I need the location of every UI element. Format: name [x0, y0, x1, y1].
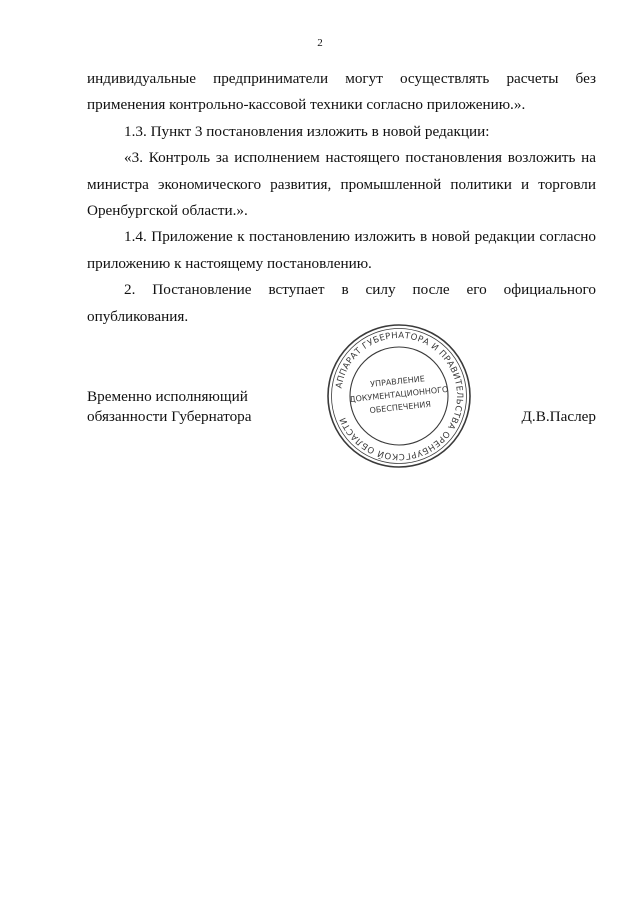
seal-graphic: [325, 322, 473, 470]
seal-ring-text: АППАРАТ ГУБЕРНАТОРА И ПРАВИТЕЛЬСТВА ОРЕНБУРГСКОЙ ОБЛАСТИ: [334, 330, 465, 462]
paragraph-2: 2. Постановление вступает в силу после его официального опубликования.: [87, 281, 596, 325]
seal-center-line-1: УПРАВЛЕНИЕ: [369, 374, 426, 389]
paragraph-continuation: индивидуальные предприниматели могут осуществлять расчеты без применения контрольно-кассовой техники согласно приложению.».: [87, 70, 596, 114]
signatory-position-line-2: обязанности Губернатора: [87, 408, 252, 425]
seal-center-line-3: ОБЕСПЕЧЕНИЯ: [369, 399, 432, 416]
document-body: [87, 66, 596, 330]
official-seal-stamp: [325, 322, 473, 470]
paragraph-quote-3: «3. Контроль за исполнением настоящего постановления возложить на министра экономического развития, промышленной политики и торговли Оренбургской области.».: [87, 149, 596, 220]
seal-center-line-2: ДОКУМЕНТАЦИОННОГО: [348, 384, 449, 405]
signatory-name: Д.В.Паслер: [521, 408, 596, 425]
page-number: 2: [317, 37, 323, 49]
paragraph-1-3: 1.3. Пункт 3 постановления изложить в новой редакции:: [124, 122, 490, 140]
paragraph-1-4: 1.4. Приложение к постановлению изложить в новой редакции согласно приложению к настоящему постановлению.: [87, 228, 596, 272]
signatory-position: [87, 387, 252, 427]
signatory-position-line-1: Временно исполняющий: [87, 388, 248, 405]
